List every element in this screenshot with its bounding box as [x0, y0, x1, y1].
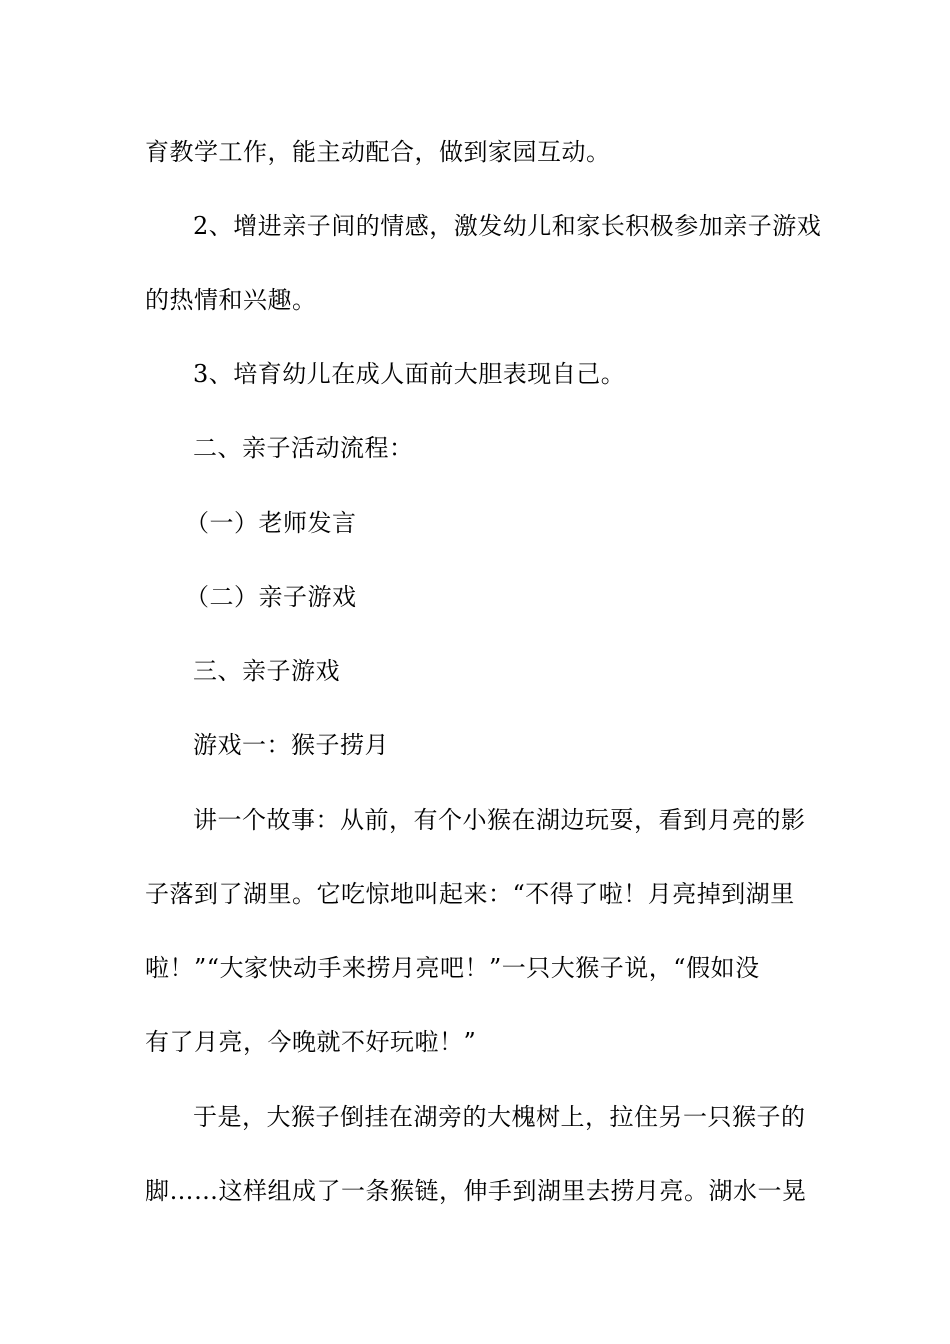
text-line-11: 子落到了湖里。它吃惊地叫起来：“不得了啦！月亮掉到湖里: [145, 880, 795, 908]
text-line-14: 于是，大猴子倒挂在湖旁的大槐树上，拉住另一只猴子的: [193, 1103, 806, 1131]
section-heading-3: 三、亲子游戏: [193, 657, 340, 685]
subsection-2: （二）亲子游戏: [185, 583, 357, 611]
text-line-3: 的热情和兴趣。: [145, 286, 317, 314]
game-title: 游戏一：猴子捞月: [193, 731, 389, 759]
text-line-4: 3、培育幼儿在成人面前大胆表现自己。: [193, 360, 626, 388]
text-line-10: 讲一个故事：从前，有个小猴在湖边玩耍，看到月亮的影: [193, 806, 806, 834]
text-line-12: 啦！”“大家快动手来捞月亮吧！”一只大猴子说，“假如没: [145, 954, 760, 982]
subsection-1: （一）老师发言: [185, 509, 357, 537]
section-heading-2: 二、亲子活动流程：: [193, 434, 414, 462]
text-line-2: 2、增进亲子间的情感，激发幼儿和家长积极参加亲子游戏: [193, 212, 822, 240]
text-line-1: 育教学工作，能主动配合，做到家园互动。: [145, 138, 611, 166]
text-line-15: 脚……这样组成了一条猴链，伸手到湖里去捞月亮。湖水一晃: [145, 1177, 807, 1205]
text-line-13: 有了月亮，今晚就不好玩啦！”: [145, 1028, 477, 1056]
